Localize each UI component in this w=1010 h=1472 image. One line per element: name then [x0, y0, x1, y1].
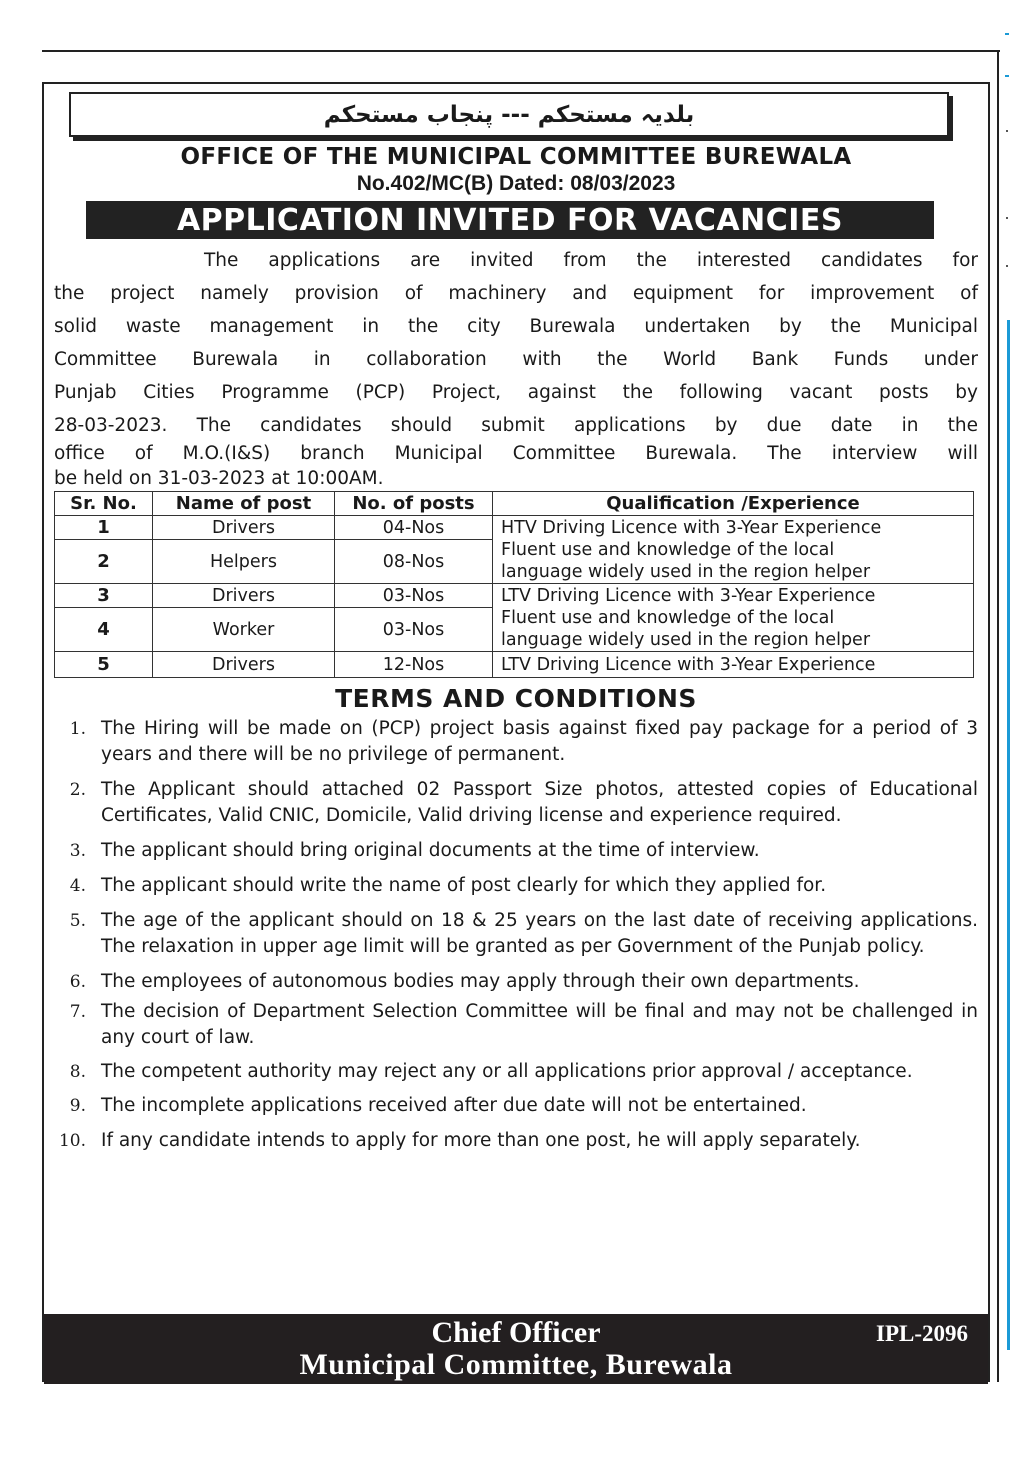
- intro-line: solid waste management in the city Burewala undertaken by the Municipal: [54, 316, 978, 337]
- term-number: 10.: [58, 1131, 86, 1151]
- signatory-title: Chief Officer: [431, 1316, 601, 1349]
- term-number: 3.: [69, 841, 86, 861]
- cell-count: 12-Nos: [335, 652, 493, 678]
- intro-line: 28-03-2023. The candidates should submit applications by due date in the: [54, 415, 978, 436]
- margin-blue-tick: [1005, 75, 1009, 77]
- intro-line: be held on 31-03-2023 at 10:00AM.: [54, 467, 384, 489]
- cell-qualification: [493, 516, 974, 584]
- cell-post: Worker: [153, 608, 335, 652]
- table-row: [55, 516, 974, 540]
- cell-qualification: [493, 584, 974, 652]
- margin-blue-tick: [1005, 33, 1009, 35]
- headline-banner: APPLICATION INVITED FOR VACANCIES: [86, 201, 934, 239]
- cell-count: 03-Nos: [335, 584, 493, 608]
- term-item: [54, 838, 978, 864]
- terms-list: [54, 716, 978, 1154]
- terms-title: TERMS AND CONDITIONS: [335, 684, 697, 713]
- term-text: The decision of Department Selection Committee will be final and may not be challenged in any court of law.: [101, 1001, 978, 1048]
- term-item: [54, 873, 978, 899]
- term-text: The applicant should write the name of post clearly for which they applied for.: [101, 875, 827, 896]
- term-item: [54, 1128, 978, 1154]
- term-item: [54, 716, 978, 768]
- term-number: 9.: [69, 1096, 86, 1116]
- table-row: [55, 584, 974, 608]
- qualification-line: HTV Driving Licence with 3-Year Experience: [501, 517, 882, 538]
- column-header-name-of-post: Name of post: [153, 492, 335, 516]
- term-item: [54, 969, 978, 995]
- cell-count: 08-Nos: [335, 540, 493, 584]
- qualification-line: language widely used in the region helper: [501, 629, 871, 650]
- term-text: The incomplete applications received after due date will not be entertained.: [101, 1095, 807, 1116]
- cell-post: Helpers: [153, 540, 335, 584]
- term-text: The employees of autonomous bodies may apply through their own departments.: [101, 971, 860, 992]
- intro-line: the project namely provision of machinery and equipment for improvement of: [54, 283, 978, 304]
- column-header-no-of-posts: No. of posts: [335, 492, 493, 516]
- intro-line: Committee Burewala in collaboration with the World Bank Funds under: [54, 349, 978, 370]
- cell-count: 03-Nos: [335, 608, 493, 652]
- term-item: [54, 999, 978, 1051]
- column-header-sr-no: Sr. No.: [55, 492, 153, 516]
- term-item: [54, 777, 978, 829]
- term-number: 8.: [69, 1062, 86, 1082]
- intro-line: The applications are invited from the interested candidates for: [204, 250, 978, 271]
- term-item: [54, 1059, 978, 1085]
- cell-sr-no: 1: [55, 516, 153, 540]
- intro-paragraph: [54, 244, 978, 491]
- term-text: The competent authority may reject any or all applications prior approval / acceptance.: [101, 1061, 913, 1082]
- term-number: 7.: [69, 1002, 86, 1022]
- term-text: The Hiring will be made on (PCP) project basis against fixed pay package for a period of 3 years and there will be no privilege of permanent.: [101, 718, 978, 765]
- column-header-qualification: Qualification /Experience: [493, 492, 974, 516]
- cell-sr-no: 2: [55, 540, 153, 584]
- qualification-line: language widely used in the region helper: [501, 561, 871, 582]
- term-text: The applicant should bring original documents at the time of interview.: [101, 840, 760, 861]
- margin-dark-tick: [1006, 265, 1008, 267]
- term-text: If any candidate intends to apply for more than one post, he will apply separately.: [101, 1130, 861, 1151]
- term-item: [54, 908, 978, 960]
- cell-sr-no: 3: [55, 584, 153, 608]
- term-number: 4.: [69, 876, 86, 896]
- margin-dark-tick: [1006, 130, 1008, 132]
- ad-code: IPL-2096: [876, 1321, 968, 1346]
- qualification-line: Fluent use and knowledge of the local: [501, 607, 835, 628]
- urdu-slogan-box: [69, 92, 949, 137]
- term-number: 1.: [69, 719, 86, 739]
- vacancy-advertisement: [42, 82, 990, 1382]
- cell-post: Drivers: [153, 584, 335, 608]
- term-text: The age of the applicant should on 18 & 25 years on the last date of receiving applications. The relaxation in upper age limit will be granted as per Government of the Punjab policy.: [101, 910, 978, 957]
- table-header-row: [55, 492, 974, 516]
- intro-line: Punjab Cities Programme (PCP) Project, against the following vacant posts by: [54, 382, 978, 403]
- term-item: [54, 1093, 978, 1119]
- table-row: [55, 652, 974, 678]
- cell-post: Drivers: [153, 652, 335, 678]
- term-number: 2.: [69, 780, 86, 800]
- outer-frame-top-border: [42, 50, 1000, 52]
- margin-dark-tick: [1006, 217, 1008, 219]
- cell-post: Drivers: [153, 516, 335, 540]
- outer-frame-right-border: [997, 50, 999, 1382]
- urdu-slogan: بلدیہ مستحکم --- پنجاب مستحکم: [323, 101, 695, 128]
- term-number: 6.: [69, 972, 86, 992]
- term-text: The Applicant should attached 02 Passport Size photos, attested copies of Educational Certificates, Valid CNIC, Domicile, Valid driving license and experience required.: [101, 779, 978, 826]
- signature-footer: [44, 1314, 988, 1384]
- signatory-organization: Municipal Committee, Burewala: [299, 1348, 733, 1381]
- cell-sr-no: 5: [55, 652, 153, 678]
- intro-line: office of M.O.(I&S) branch Municipal Committee Burewala. The interview will: [54, 443, 978, 464]
- office-title: OFFICE OF THE MUNICIPAL COMMITTEE BUREWALA: [180, 144, 852, 170]
- term-number: 5.: [69, 911, 86, 931]
- qualification-line: LTV Driving Licence with 3-Year Experience: [501, 585, 876, 606]
- cell-qualification: LTV Driving Licence with 3-Year Experience: [493, 652, 974, 678]
- vacancy-table: [54, 491, 974, 678]
- cell-sr-no: 4: [55, 608, 153, 652]
- cell-count: 04-Nos: [335, 516, 493, 540]
- qualification-line: Fluent use and knowledge of the local: [501, 539, 835, 560]
- reference-number-date: No.402/MC(B) Dated: 08/03/2023: [356, 172, 676, 195]
